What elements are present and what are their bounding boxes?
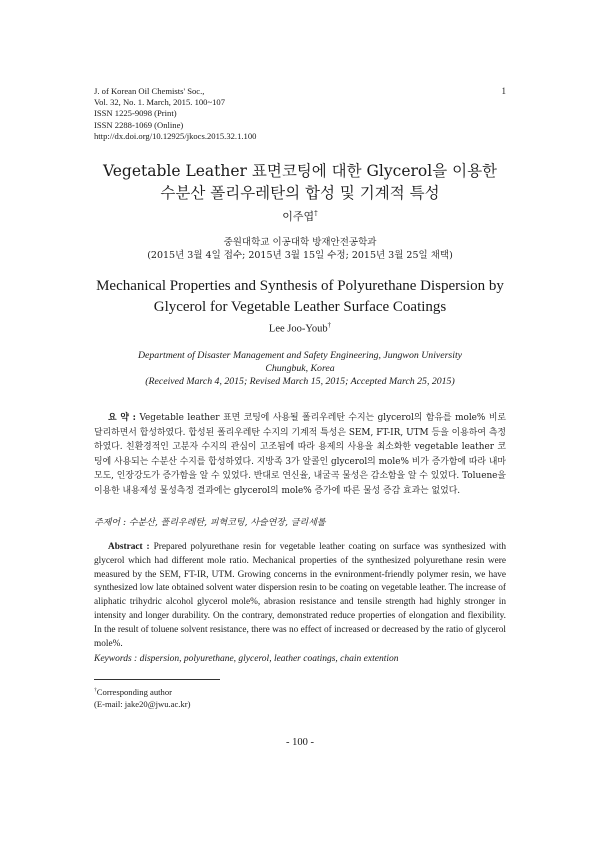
journal-volume: Vol. 32, No. 1. March, 2015. 100~107 — [94, 97, 226, 108]
journal-info — [94, 86, 256, 142]
korean-author-name: 이주엽 — [282, 210, 315, 223]
doi-link[interactable]: http://dx.doi.org/10.12925/jkocs.2015.32.1.100 — [94, 130, 257, 141]
english-author-name: Lee Joo-Youb — [268, 323, 328, 335]
english-affiliation — [0, 349, 600, 388]
korean-author-mark: † — [314, 208, 318, 218]
english-location: Chungbuk, Korea — [265, 363, 335, 374]
korean-title-line1: Vegetable Leather 표면코팅에 대한 Glycerol을 이용한 — [102, 162, 498, 180]
issn-print: ISSN 1225-9098 (Print) — [94, 108, 177, 119]
footnote — [94, 684, 190, 711]
english-department: Department of Disaster Management and Safety Engineering, Jungwon University — [137, 350, 463, 361]
english-dates: (Received March 4, 2015; Revised March 15, 2015; Accepted March 25, 2015) — [145, 376, 455, 387]
korean-abstract — [94, 411, 506, 499]
korean-author — [0, 208, 600, 224]
korean-title-line2: 수분산 폴리우레탄의 합성 및 기계적 특성 — [160, 184, 440, 202]
korean-abstract-text: Vegetable leather 표면 코팅에 사용될 폴리우레탄 수지는 glycerol의 함유를 mole% 비로 달리하면서 합성하였다. 합성된 폴리우레탄 수지의 기계적 특성은 SEM, FT-IR, UTM 등을 이용하여 측정하였다. 친환경적인 고분자 수지의 관심이 고조됨에 따라 용제의 사용을 최소화한 vegetable leather 코팅에 사용되는 수분산 수지를 합성하였다. 지방족 3가 알콜인 glycerol의 mole% 비가 증가함에 따라 내마모도, 인장강도가 증가함을 알 수 있었다. 반대로 연신율, 내굴곡 물성은 감소함을 알 수 있었다. Toluene을 이용한 내용제성 물성측정 결과에는 glycerol의 mole% 증가에 따른 물성 증감 효과는 없었다. — [94, 413, 506, 496]
page-number-top: 1 — [501, 86, 506, 96]
english-abstract-text: Prepared polyurethane resin for vegetable leather coating on surface was synthesized with glycerol which had different mole ratio. Mechanical properties of the synthesized polyurethane resin were measured by the SEM, FT-IR, UTM. Growing concerns in the evnironment-friendly polymer resin, we have synthesized low late obtained solvent water dispersion resin to be coating on vegetable leather. The increase of aliphatic trihydric alcohol glycerol mole%, abrasion resistance and tensile strength had highly stronger in intensity and longer durability. On the contrary, demonstrated reduce properties of elongation and flexibility. In the result of toluene solvent resistance, there was no effect of increased or decreased by the ratio of glycerol mole%. — [94, 542, 506, 649]
english-title — [0, 276, 600, 318]
korean-keywords-label: 주제어 : — [94, 518, 126, 528]
footnote-mark: † — [94, 687, 97, 693]
footnote-corresponding: Corresponding author — [96, 686, 172, 697]
korean-affiliation — [0, 236, 600, 262]
english-title-line2: Glycerol for Vegetable Leather Surface Coatings — [153, 299, 447, 315]
footnote-divider — [94, 679, 220, 680]
footnote-email[interactable]: (E-mail: jake20@jwu.ac.kr) — [94, 699, 191, 710]
korean-dates: (2015년 3월 4일 접수; 2015년 3월 15일 수정; 2015년 3월 25일 채택) — [147, 250, 453, 261]
korean-title — [0, 160, 600, 204]
korean-abstract-label: 요 약 : — [108, 413, 136, 423]
issn-online: ISSN 2288-1069 (Online) — [94, 119, 184, 130]
korean-affiliation-name: 중원대학교 이공대학 방재안전공학과 — [223, 237, 377, 248]
english-abstract — [94, 541, 506, 651]
page-number-bottom: - 100 - — [286, 737, 314, 748]
english-keywords-text: dispersion, polyurethane, glycerol, leather coatings, chain extention — [139, 654, 399, 664]
english-keywords-label: Keywords : — [94, 654, 138, 664]
journal-name: J. of Korean Oil Chemists' Soc., — [94, 86, 205, 96]
korean-keywords — [94, 516, 506, 531]
english-keywords — [94, 652, 506, 667]
english-author-mark: † — [327, 322, 332, 329]
korean-keywords-text: 수분산, 폴리우레탄, 피혁코팅, 사슬연장, 글리세롤 — [128, 518, 326, 528]
english-author — [0, 322, 600, 335]
english-abstract-label: Abstract : — [108, 542, 150, 552]
english-title-line1: Mechanical Properties and Synthesis of Polyurethane Dispersion by — [96, 278, 504, 294]
